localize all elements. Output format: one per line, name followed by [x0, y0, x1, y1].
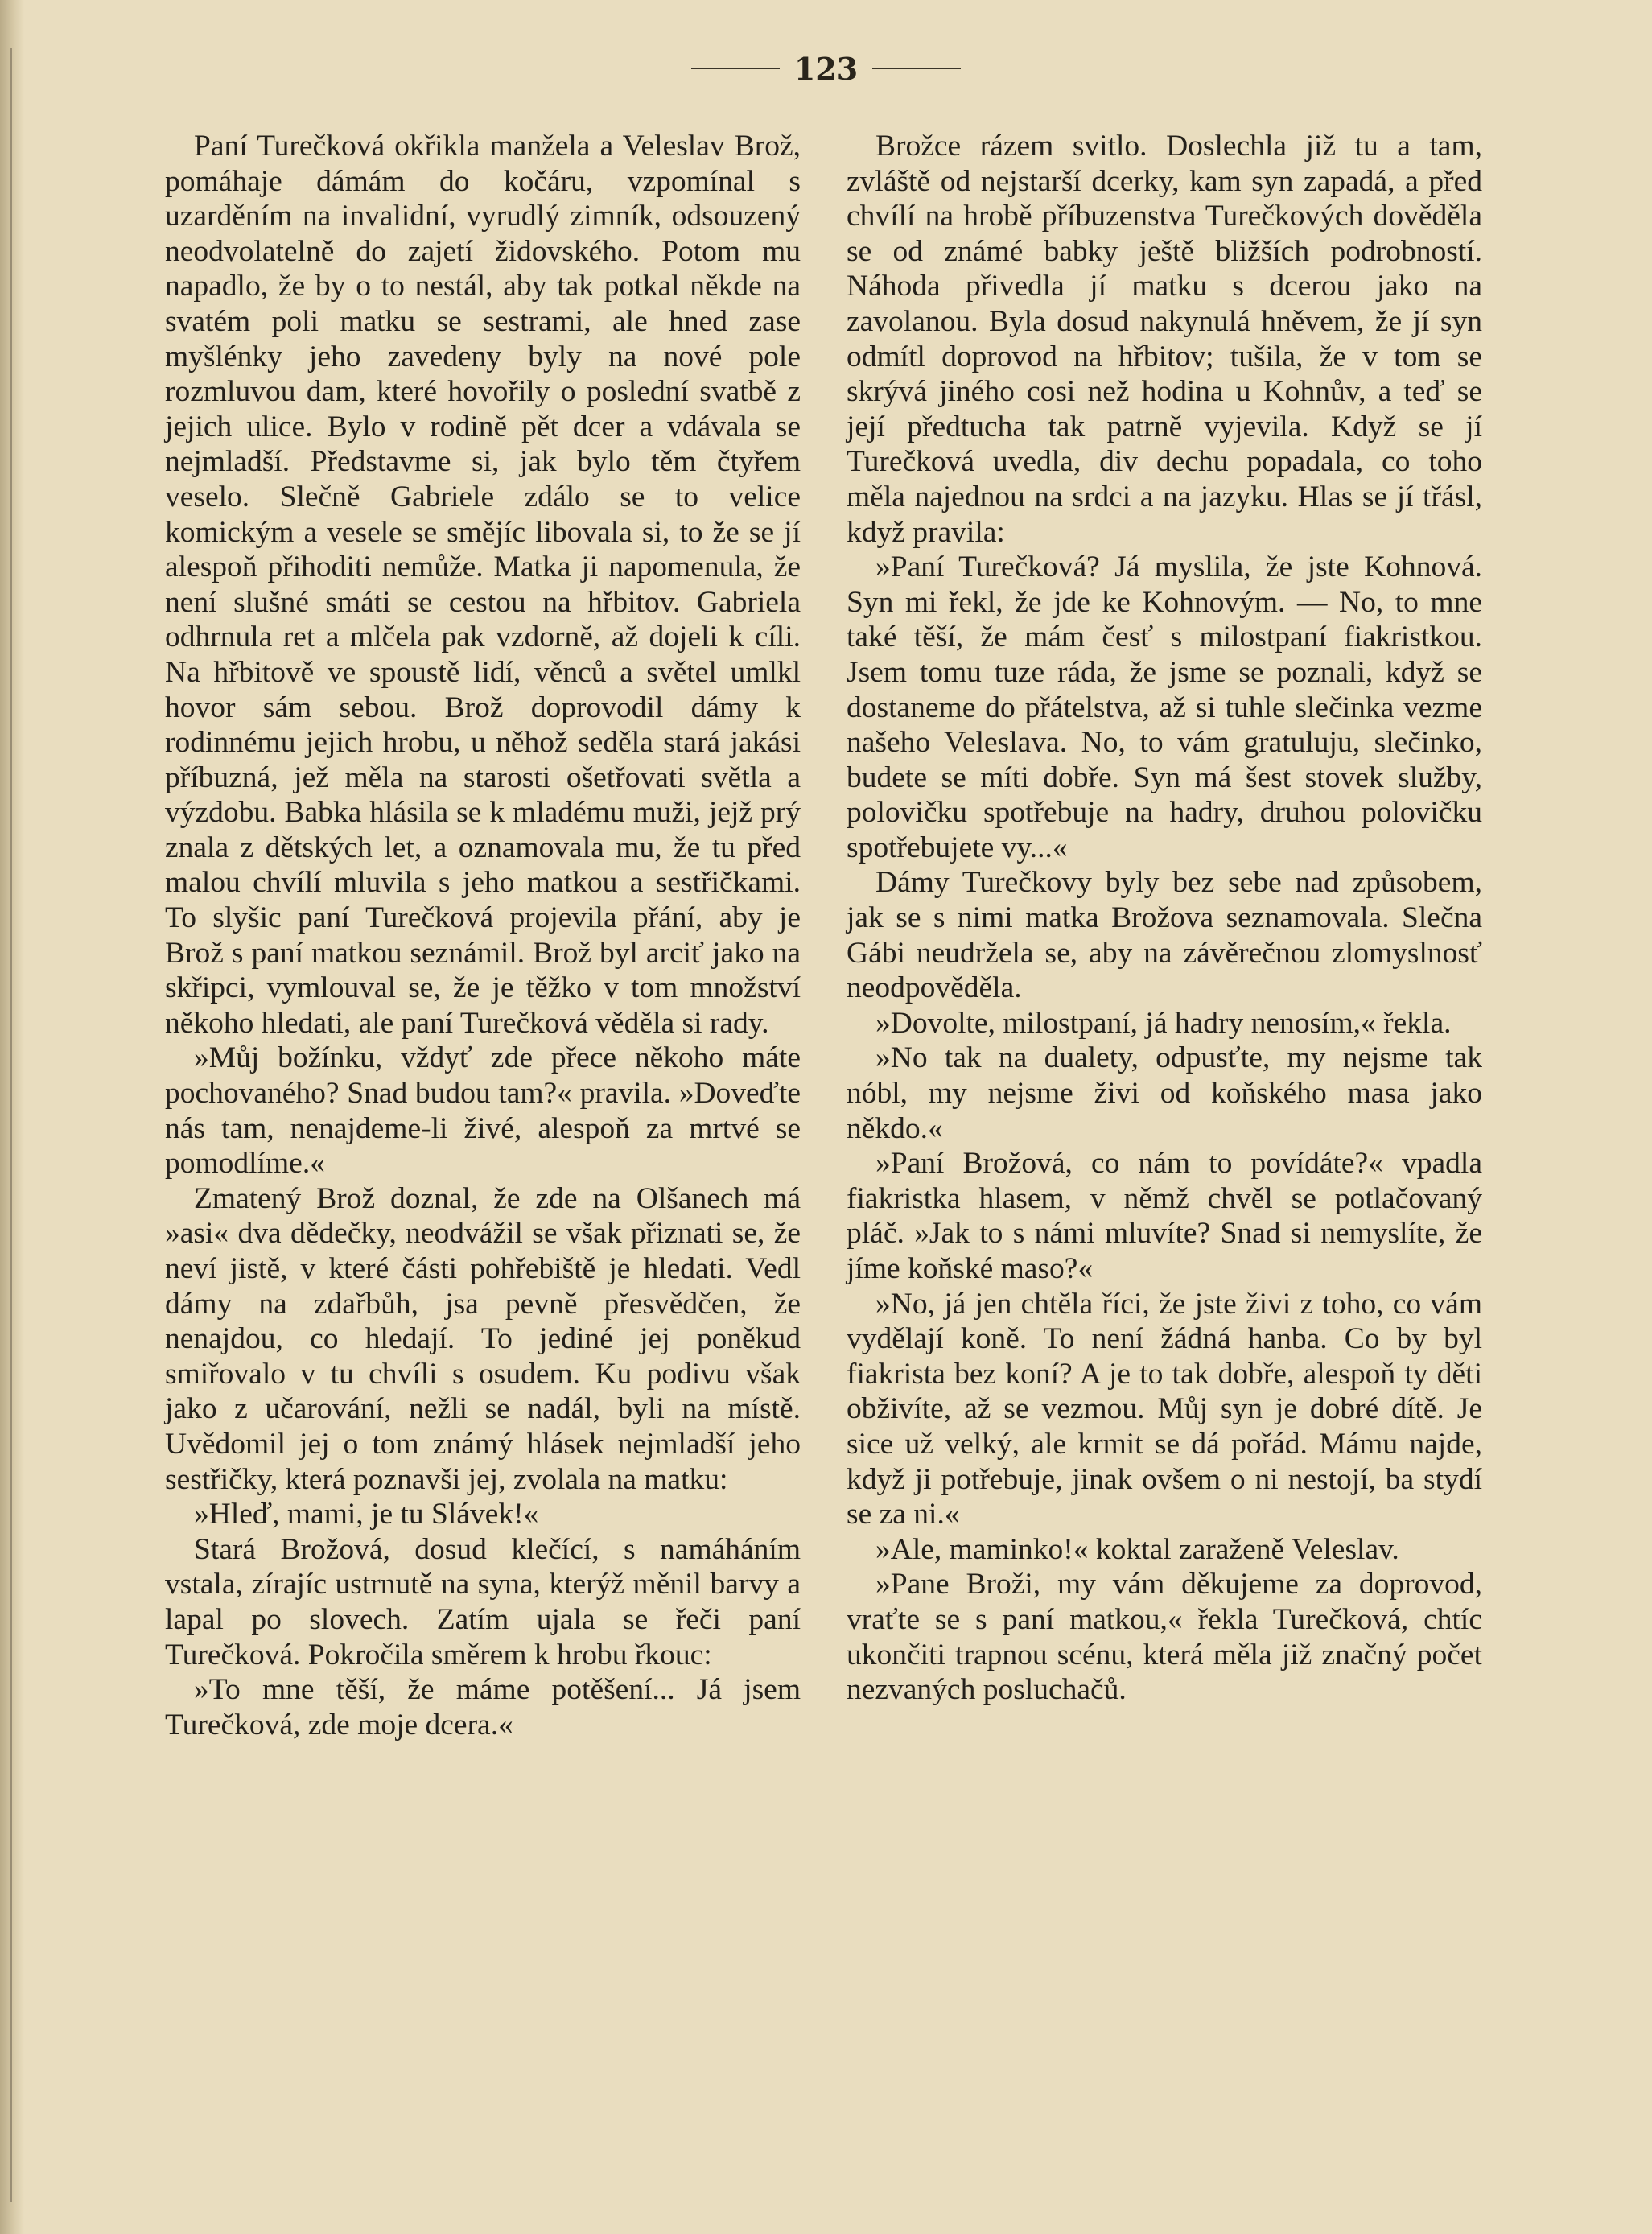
paragraph: »Ale, maminko!« koktal zaraženě Veleslav.	[875, 1532, 1399, 1566]
paragraph: »Pane Broži, my vám děkujeme za doprovod, vraťte se s paní matkou,« řekla Turečková, chtíc ukončiti trapnou scénu, která měla již značný počet nezvaných posluchačů.	[847, 1568, 1482, 1707]
paragraph: Paní Turečková okřikla manžela a Veleslav Brož, pomáhaje dámám do kočáru, vzpomínal s uzarděním na invalidní, vyrudlý zimník, odsouzený neodvolatelně do zajetí židovského. Potom mu napadlo, že by o to nestál, aby tak potkal někde na svatém poli matku se sestrami, ale hned zase myšlénky jeho zavedeny byly na nové pole rozmluvou dam, které hovořily o poslední svatbě z jejich ulice. Bylo v rodině pět dcer a vdávala se nejmladší. Představme si, jak bylo těm čtyřem veselo. Slečně Gabriele zdálo se to velice komickým a vesele se smějíc libovala si, to že se jí alespoň přihoditi nemůže. Matka ji napomenula, že není slušné smáti se cestou na hřbitov. Gabriela odhrnula ret a mlčela pak vzdorně, až dojeli k cíli. Na hřbitově ve spoustě lidí, věnců a světel umlkl hovor sám sebou. Brož doprovodil dámy k rodinnému jejich hrobu, u něhož seděla stará jakási příbuzná, jež měla na starosti ošetřovati světla a výzdobu. Babka hlásila se k mladému muži, jejž prý znala z dětských let, a oznamovala mu, že tu před malou chvílí mluvila s jeho matkou a sestřičkami. To slyšic paní Turečková projevila přání, aby je Brož s paní matkou seznámil. Brož byl arciť jako na skřipci, vymlouval se, že je těžko v tom množství někoho hledati, ale paní Turečková věděla si rady.	[165, 130, 801, 1040]
header-rule-left	[691, 68, 780, 69]
right-column	[847, 129, 1482, 1708]
left-column	[165, 129, 801, 1742]
page-number: 123	[793, 50, 859, 87]
paragraph: »Dovolte, milostpaní, já hadry nenosím,« řekla.	[875, 1006, 1452, 1040]
paragraph: »Hleď, mami, je tu Slávek!«	[194, 1498, 539, 1531]
paragraph: Zmatený Brož doznal, že zde na Olšanech má »asi« dva dědečky, neodvážil se však přiznati se, že neví jistě, v které části pohřebiště je hledati. Vedl dámy na zdařbůh, jsa pevně přesvědčen, že nenajdou, co hledají. To jediné jej poněkud smiřovalo v tu chvíli s osudem. Ku podivu však jako z učarování, nežli se nadál, byli na místě. Uvědomil jej o tom známý hlásek nejmladší jeho sestřičky, která poznavši jej, zvolala na matku:	[165, 1181, 801, 1496]
page-header	[0, 44, 1652, 93]
paragraph: »No tak na dualety, odpusťte, my nejsme tak nóbl, my nejsme živi od koňského masa jako někdo.«	[847, 1041, 1482, 1145]
page-binding-edge	[0, 0, 24, 2234]
paragraph: »To mne těší, že máme potěšení... Já jsem Turečková, zde moje dcera.«	[165, 1673, 801, 1741]
header-rule-right	[872, 68, 961, 69]
paragraph: »Paní Brožová, co nám to povídáte?« vpadla fiakristka hlasem, v němž chvěl se potlačovaný pláč. »Jak to s námi mluvíte? Snad si nemyslíte, že jíme koňské maso?«	[847, 1147, 1482, 1285]
paragraph: »Paní Turečková? Já myslila, že jste Kohnová. Syn mi řekl, že jde ke Kohnovým. — No, to mne také těší, že mám česť s milostpaní fiakristkou. Jsem tomu tuze ráda, že jsme se poznali, když se dostaneme do přátelstva, až si tuhle slečinka vezme našeho Veleslava. No, to vám gratuluju, slečinko, budete se míti dobře. Syn má šest stovek služby, polovičku spotřebuje na hadry, druhou polovičku spotřebujete vy...«	[847, 550, 1482, 864]
binding-thread	[10, 48, 12, 2202]
paragraph: »Můj božínku, vždyť zde přece někoho máte pochovaného? Snad budou tam?« pravila. »Doveďte nás tam, nenajdeme-li živé, alespoň za mrtvé se pomodlíme.«	[165, 1041, 801, 1181]
paragraph: Brožce rázem svitlo. Doslechla již tu a tam, zvláště od nejstarší dcerky, kam syn zapadá, a před chvílí na hrobě příbuzenstva Turečkových dověděla se od známé babky ještě bližších podrobností. Náhoda přivedla jí matku s dcerou jako na zavolanou. Byla dosud nakynulá hněvem, že jí syn odmítl doprovod na hřbitov; tušila, že v tom se skrývá jiného cosi než hodina u Kohnův, a teď se její předtucha tak patrně vyjevila. Když se jí Turečková uvedla, div dechu popadala, co toho měla najednou na srdci a na jazyku. Hlas se jí třásl, když pravila:	[847, 130, 1482, 549]
paragraph: Dámy Turečkovy byly bez sebe nad způsobem, jak se s nimi matka Brožova seznamovala. Slečna Gábi neudržela se, aby na závěrečnou zlomyslnosť neodpověděla.	[847, 866, 1482, 1005]
paragraph: Stará Brožová, dosud klečící, s namáháním vstala, zírajíc ustrnutě na syna, kterýž měnil barvy a lapal po slovech. Zatím ujala se řeči paní Turečková. Pokročila směrem k hrobu řkouc:	[165, 1532, 801, 1671]
paragraph: »No, já jen chtěla říci, že jste živi z toho, co vám vydělají koně. To není žádná hanba. Co by byl fiakrista bez koní? A je to tak dobře, alespoň ty děti obživíte, až se vezmou. Můj syn je dobré dítě. Je sice už velký, ale krmit se dá pořád. Mámu najde, když ji potřebuje, jinak ovšem o ni nestojí, ba stydí se za ni.«	[847, 1287, 1482, 1531]
